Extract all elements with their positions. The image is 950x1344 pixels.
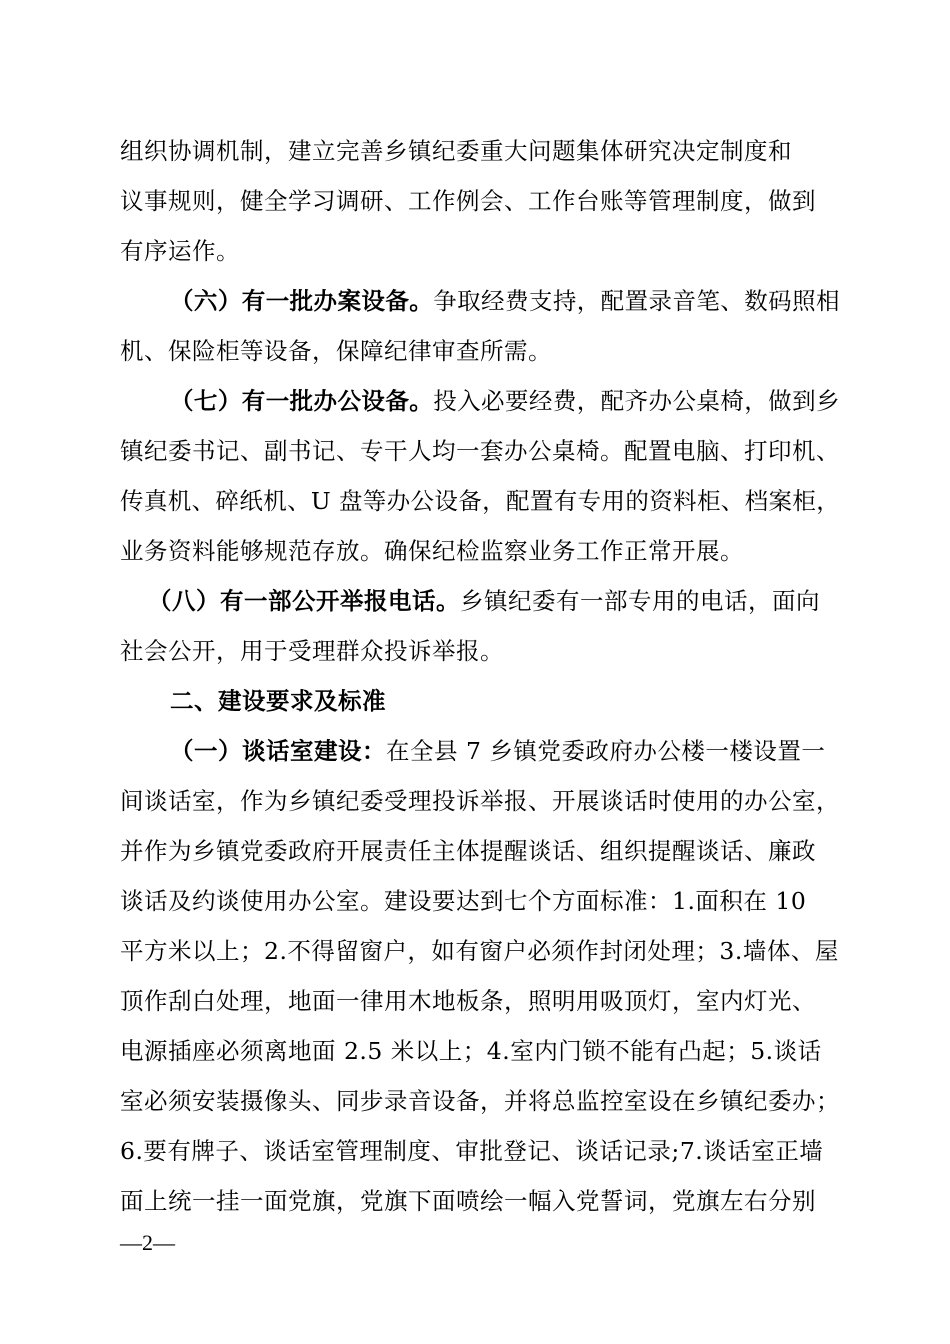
paragraph-line: 社会公开，用于受理群众投诉举报。 xyxy=(120,637,504,665)
section-7-line: （七）有一批办公设备。投入必要经费，配齐办公桌椅，做到乡 xyxy=(170,387,840,415)
chapter-heading: 二、建设要求及标准 xyxy=(170,687,386,715)
paragraph-line: 组织协调机制，建立完善乡镇纪委重大问题集体研究决定制度和 xyxy=(120,137,792,165)
paragraph-line: 有序运作。 xyxy=(120,237,240,265)
paragraph-line: 议事规则，健全学习调研、工作例会、工作台账等管理制度，做到 xyxy=(120,187,816,215)
paragraph-line: 电源插座必须离地面 2.5 米以上；4.室内门锁不能有凸起；5.谈话 xyxy=(120,1037,822,1065)
page-number: —2— xyxy=(120,1230,175,1255)
paragraph-line: 面上统一挂一面党旗，党旗下面喷绘一幅入党誓词，党旗左右分别 xyxy=(120,1187,816,1215)
paragraph-line: 并作为乡镇党委政府开展责任主体提醒谈话、组织提醒谈话、廉政 xyxy=(120,837,816,865)
section-heading: （一）谈话室建设： xyxy=(170,737,386,765)
section-heading: （八）有一部公开举报电话。 xyxy=(148,587,460,615)
paragraph-line: 间谈话室，作为乡镇纪委受理投诉举报、开展谈话时使用的办公室， xyxy=(120,787,840,815)
paragraph-line: 业务资料能够规范存放。确保纪检监察业务工作正常开展。 xyxy=(120,537,744,565)
paragraph-line: 谈话及约谈使用办公室。建设要达到七个方面标准：1.面积在 10 xyxy=(120,887,807,915)
paragraph-line: 传真机、碎纸机、U 盘等办公设备，配置有专用的资料柜、档案柜， xyxy=(120,487,841,515)
paragraph-line: 镇纪委书记、副书记、专干人均一套办公桌椅。配置电脑、打印机、 xyxy=(120,437,840,465)
section-heading: （七）有一批办公设备。 xyxy=(170,387,434,415)
paragraph-line: 室必须安装摄像头、同步录音设备，并将总监控室设在乡镇纪委办； xyxy=(120,1087,840,1115)
paragraph-line: 机、保险柜等设备，保障纪律审查所需。 xyxy=(120,337,552,365)
section-6-line: （六）有一批办案设备。争取经费支持，配置录音笔、数码照相 xyxy=(170,287,840,315)
section-heading: （六）有一批办案设备。 xyxy=(170,287,434,315)
subsection-1-line: （一）谈话室建设：在全县 7 乡镇党委政府办公楼一楼设置一 xyxy=(170,737,826,765)
paragraph-line: 顶作刮白处理，地面一律用木地板条，照明用吸顶灯，室内灯光、 xyxy=(120,987,816,1015)
section-8-line: （八）有一部公开举报电话。乡镇纪委有一部专用的电话，面向 xyxy=(148,587,820,615)
paragraph-line: 6.要有牌子、谈话室管理制度、审批登记、谈话记录;7.谈话室正墙 xyxy=(120,1137,824,1165)
paragraph-line: 平方米以上；2.不得留窗户，如有窗户必须作封闭处理；3.墙体、屋 xyxy=(120,937,839,965)
